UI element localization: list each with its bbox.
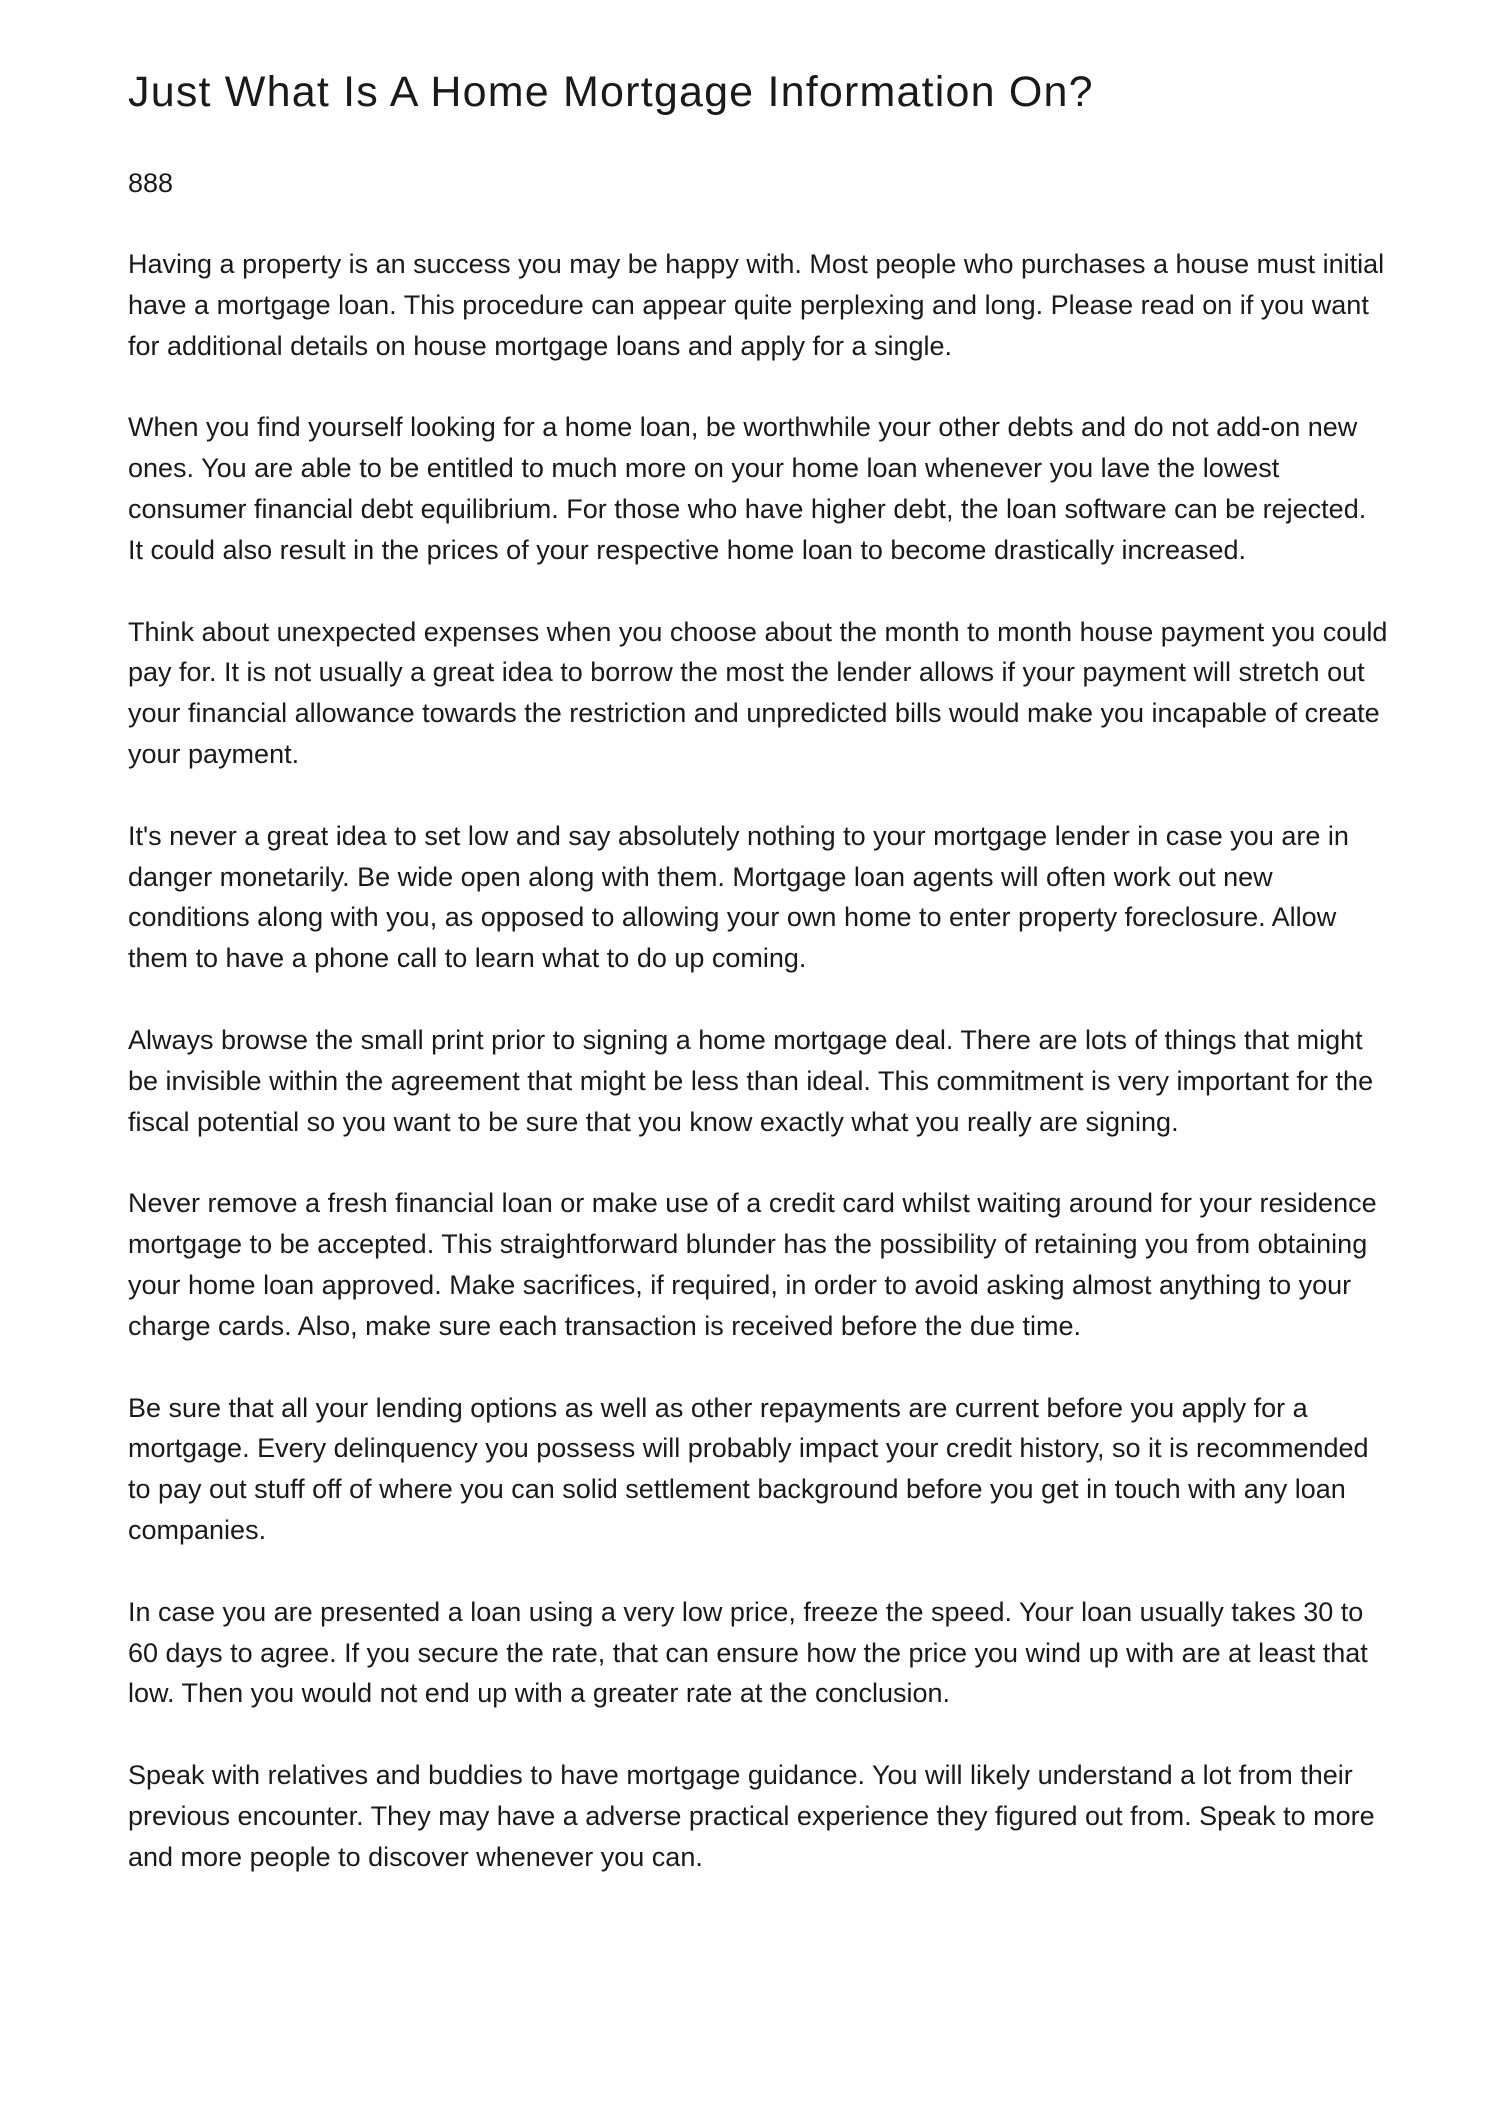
document-page <box>128 62 1388 1878</box>
document-number: 888 <box>128 168 174 198</box>
paragraph-9: Speak with relatives and buddies to have mortgage guidance. You will likely understand a lot from their previous encounter. They may have a adverse practical experience they figured out from. Speak to more and more people to discover whenever you can. <box>128 1760 1375 1872</box>
page-title: Just What Is A Home Mortgage Information On? <box>128 68 1094 116</box>
paragraph-6: Never remove a fresh financial loan or make use of a credit card whilst waiting around for your residence mortgage to be accepted. This straightforward blunder has the possibility of retaining you from obtaining your home loan approved. Make sacrifices, if required, in order to avoid asking almost anything to your charge cards. Also, make sure each transaction is received before the due time. <box>128 1188 1377 1341</box>
paragraph-2: When you find yourself looking for a home loan, be worthwhile your other debts and do not add-on new ones. You are able to be entitled to much more on your home loan whenever you lave the lowest consumer financial debt equilibrium. For those who have higher debt, the loan software can be rejected. It could also result in the prices of your respective home loan to become drastically increased. <box>128 412 1367 565</box>
paragraph-7: Be sure that all your lending options as well as other repayments are current before you apply for a mortgage. Every delinquency you possess will probably impact your credit history, so it is recommended to pay out stuff off of where you can solid settlement background before you get in touch with any loan companies. <box>128 1392 1369 1545</box>
paragraph-1: Having a property is an success you may be happy with. Most people who purchases a house must initial have a mortgage loan. This procedure can appear quite perplexing and long. Please read on if you want for additional details on house mortgage loans and apply for a single. <box>128 249 1385 361</box>
paragraph-4: It's never a great idea to set low and say absolutely nothing to your mortgage lender in case you are in danger monetarily. Be wide open along with them. Mortgage loan agents will often work out new conditions along with you, as opposed to allowing your own home to enter property foreclosure. Allow them to have a phone call to learn what to do up coming. <box>128 820 1349 974</box>
paragraph-3: Think about unexpected expenses when you choose about the month to month house payment you could pay for. It is not usually a great idea to borrow the most the lender allows if your payment will stretch out your financial allowance towards the restriction and unpredicted bills would make you incapable of create your payment. <box>128 616 1388 769</box>
paragraph-5: Always browse the small print prior to signing a home mortgage deal. There are lots of things that might be invisible within the agreement that might be less than ideal. This commitment is very important for the fiscal potential so you want to be sure that you know exactly what you really are signing. <box>128 1024 1374 1137</box>
paragraph-8: In case you are presented a loan using a very low price, freeze the speed. Your loan usually takes 30 to 60 days to agree. If you secure the rate, that can ensure how the price you wind up with are at least that low. Then you would not end up with a greater rate at the conclusion. <box>128 1596 1368 1709</box>
